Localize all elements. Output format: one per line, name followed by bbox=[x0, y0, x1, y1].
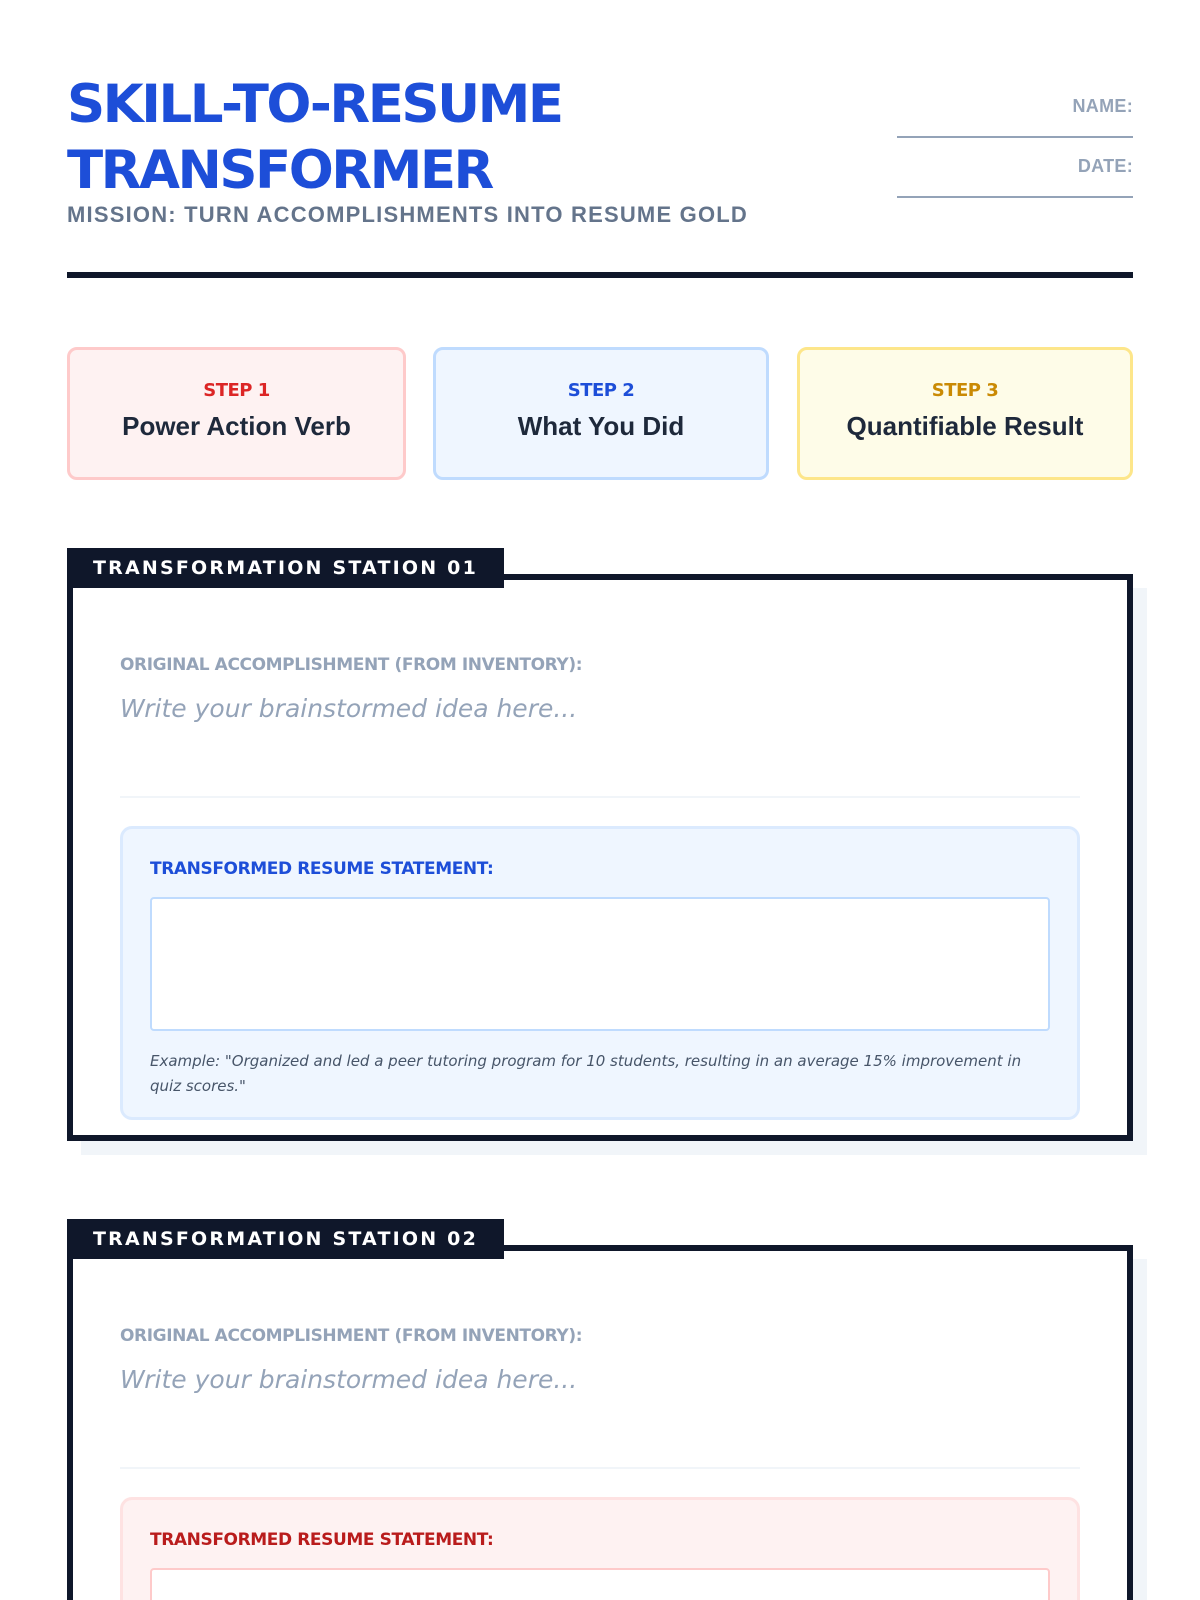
station-tab: TRANSFORMATION STATION 01 bbox=[67, 548, 504, 588]
step-tag: STEP 3 bbox=[931, 380, 999, 401]
step-title: Power Action Verb bbox=[122, 411, 351, 441]
name-date-block bbox=[897, 92, 1133, 212]
mission-subtitle: MISSION: TURN ACCOMPLISHMENTS INTO RESUME GOLD bbox=[67, 202, 748, 227]
original-accomplishment-input[interactable]: Write your brainstormed idea here... bbox=[120, 1365, 578, 1394]
date-line bbox=[897, 196, 1133, 198]
station-box bbox=[67, 574, 1133, 1141]
name-field[interactable] bbox=[897, 92, 1133, 152]
transformed-statement-input[interactable] bbox=[150, 897, 1050, 1031]
title-line-1: SKILL-TO-RESUME bbox=[67, 74, 562, 135]
date-field[interactable] bbox=[897, 152, 1133, 212]
station-box bbox=[67, 1245, 1133, 1600]
original-accomplishment-input[interactable]: Write your brainstormed idea here... bbox=[120, 694, 578, 723]
transformed-statement-input[interactable] bbox=[150, 1568, 1050, 1600]
step-card-2 bbox=[433, 347, 769, 480]
transformed-statement-label: TRANSFORMED RESUME STATEMENT: bbox=[150, 859, 494, 879]
title-line-2: TRANSFORMER bbox=[67, 140, 492, 201]
original-accomplishment-label: ORIGINAL ACCOMPLISHMENT (FROM INVENTORY): bbox=[120, 1326, 583, 1346]
station-tab: TRANSFORMATION STATION 02 bbox=[67, 1219, 504, 1259]
name-label: NAME: bbox=[1072, 96, 1133, 116]
worksheet-header bbox=[67, 72, 1133, 282]
section-divider bbox=[120, 1467, 1080, 1469]
steps-row bbox=[67, 347, 1133, 480]
step-tag: STEP 2 bbox=[567, 380, 635, 401]
transformed-statement-label: TRANSFORMED RESUME STATEMENT: bbox=[150, 1530, 494, 1550]
step-card-3 bbox=[797, 347, 1133, 480]
example-text: Example: "Organized and led a peer tutoring program for 10 students, resulting in an average 15% improvement in quiz scores." bbox=[150, 1052, 1022, 1095]
step-title: What You Did bbox=[517, 411, 685, 441]
section-divider bbox=[120, 796, 1080, 798]
step-tag: STEP 1 bbox=[203, 380, 270, 401]
transformation-station-01 bbox=[67, 548, 1133, 1141]
transformed-statement-panel bbox=[120, 1497, 1080, 1600]
header-divider bbox=[67, 272, 1133, 278]
page-title bbox=[67, 72, 767, 204]
step-card-1 bbox=[67, 347, 406, 480]
transformed-statement-panel bbox=[120, 826, 1080, 1120]
step-title: Quantifiable Result bbox=[846, 411, 1084, 441]
date-label: DATE: bbox=[1077, 156, 1133, 176]
transformation-station-02 bbox=[67, 1219, 1133, 1600]
original-accomplishment-label: ORIGINAL ACCOMPLISHMENT (FROM INVENTORY): bbox=[120, 655, 583, 675]
name-line bbox=[897, 136, 1133, 138]
